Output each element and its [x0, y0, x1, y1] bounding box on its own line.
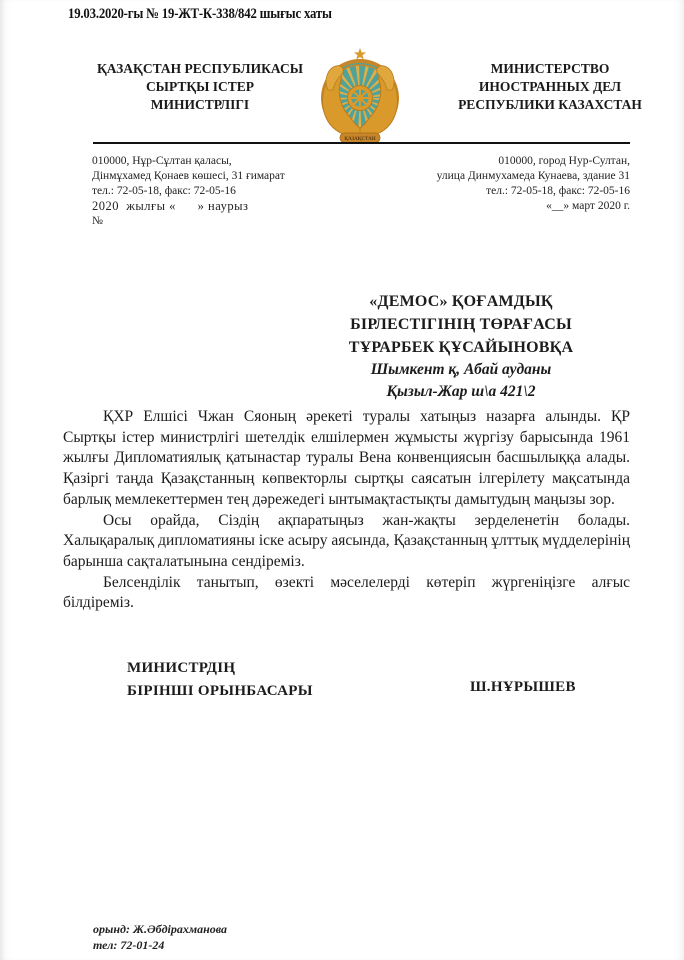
number-line: №	[92, 215, 103, 227]
letterhead-kazakh	[72, 60, 328, 114]
address-line: улица Динмухамеда Кунаева, здание 31	[436, 170, 630, 182]
address-block-russian	[330, 154, 630, 214]
recipient-address-city: Шымкент қ, Абай ауданы	[370, 361, 552, 378]
emblem-banner-label: ҚАЗАҚСТАН	[344, 137, 376, 142]
signatory-title	[127, 657, 313, 702]
letterhead-kazakh-line: СЫРТҚЫ ІСТЕР	[145, 79, 255, 94]
signatory-title-line: МИНИСТРДІҢ	[127, 660, 236, 676]
kazakhstan-coat-of-arms-icon	[316, 46, 404, 146]
recipient-address-street: Қызыл-Жар ш\а 421\2	[386, 382, 536, 400]
signatory-title-line: БІРІНШІ ОРЫНБАСАРЫ	[127, 682, 313, 699]
letterhead-kazakh-line: ҚАЗАҚСТАН РЕСПУБЛИКАСЫ	[96, 61, 303, 76]
body-paragraph: ҚХР Елшісі Чжан Сяоның әрекеті туралы хатыңыз назарға алынды. ҚР Сыртқы істер министрлігі шетелдік елшілермен жұмысты жүргізу барысында 1961 жылғы Дипломатиялық қатынастар туралы Вена конвенциясын басшылыққа алады. Қазіргі таңда Қазақстанның көпвекторлы сыртқы саясатын ілгерілету мақсатында барлық мемлекеттермен тең дәрежедегі ынтымақтастықты дамытудың маңызы зор.	[63, 408, 630, 508]
recipient-organization: «ДЕМОС» ҚОҒАМДЫҚ	[369, 293, 553, 310]
letterhead-divider	[93, 142, 630, 144]
body-paragraph: Осы орайда, Сіздің ақпаратыңыз жан-жақты зерделенетін болады. Халықаралық дипломатияны іске асыру аясында, Қазақстанның ұлттық мүдделерінің барынша сақталатынына сендіреміз.	[63, 511, 630, 570]
address-line: 010000, город Нур-Султан,	[498, 155, 630, 167]
letterhead-russian	[426, 60, 674, 114]
recipient-block	[298, 290, 624, 402]
letterhead-russian-line: ИНОСТРАННЫХ ДЕЛ	[478, 79, 622, 94]
signatory-name: Ш.НҰРЫШЕВ	[470, 679, 576, 695]
star-icon	[354, 48, 366, 60]
letterhead-kazakh-line: МИНИСТРЛІГІ	[150, 97, 250, 112]
date-line-russian: «__» март 2020 г.	[546, 200, 630, 212]
address-line: тел.: 72-05-18, факс: 72-05-16	[92, 185, 236, 197]
recipient-title: БІРЛЕСТІГІНІҢ ТӨРАҒАСЫ	[350, 316, 572, 333]
executor-name: орынд: Ж.Әбдірахманова	[93, 922, 228, 936]
recipient-name: ТҰРАРБЕК ҚҰСАЙЫНОВҚА	[348, 339, 574, 356]
letterhead-russian-line: МИНИСТЕРСТВО	[490, 61, 610, 76]
date-line-kazakh: 2020 жылғы « » наурыз	[92, 199, 249, 213]
body-paragraph: Белсенділік танытып, өзекті мәселелерді көтеріп жүргеніңізге алғыс білдіреміз.	[63, 573, 630, 612]
executor-block	[93, 921, 227, 953]
address-line: 010000, Нұр-Сұлтан қаласы,	[92, 155, 232, 167]
address-line: Дінмұхамед Қонаев көшесі, 31 ғимарат	[92, 170, 285, 182]
registration-note: 19.03.2020-гы № 19-ЖТ-К-338/842 шығыс хаты	[68, 6, 332, 22]
letterhead-russian-line: РЕСПУБЛИКИ КАЗАХСТАН	[458, 97, 642, 112]
executor-phone: тел: 72-01-24	[93, 938, 165, 952]
letter-body	[63, 407, 630, 614]
address-line: тел.: 72-05-18, факс: 72-05-16	[486, 185, 630, 197]
